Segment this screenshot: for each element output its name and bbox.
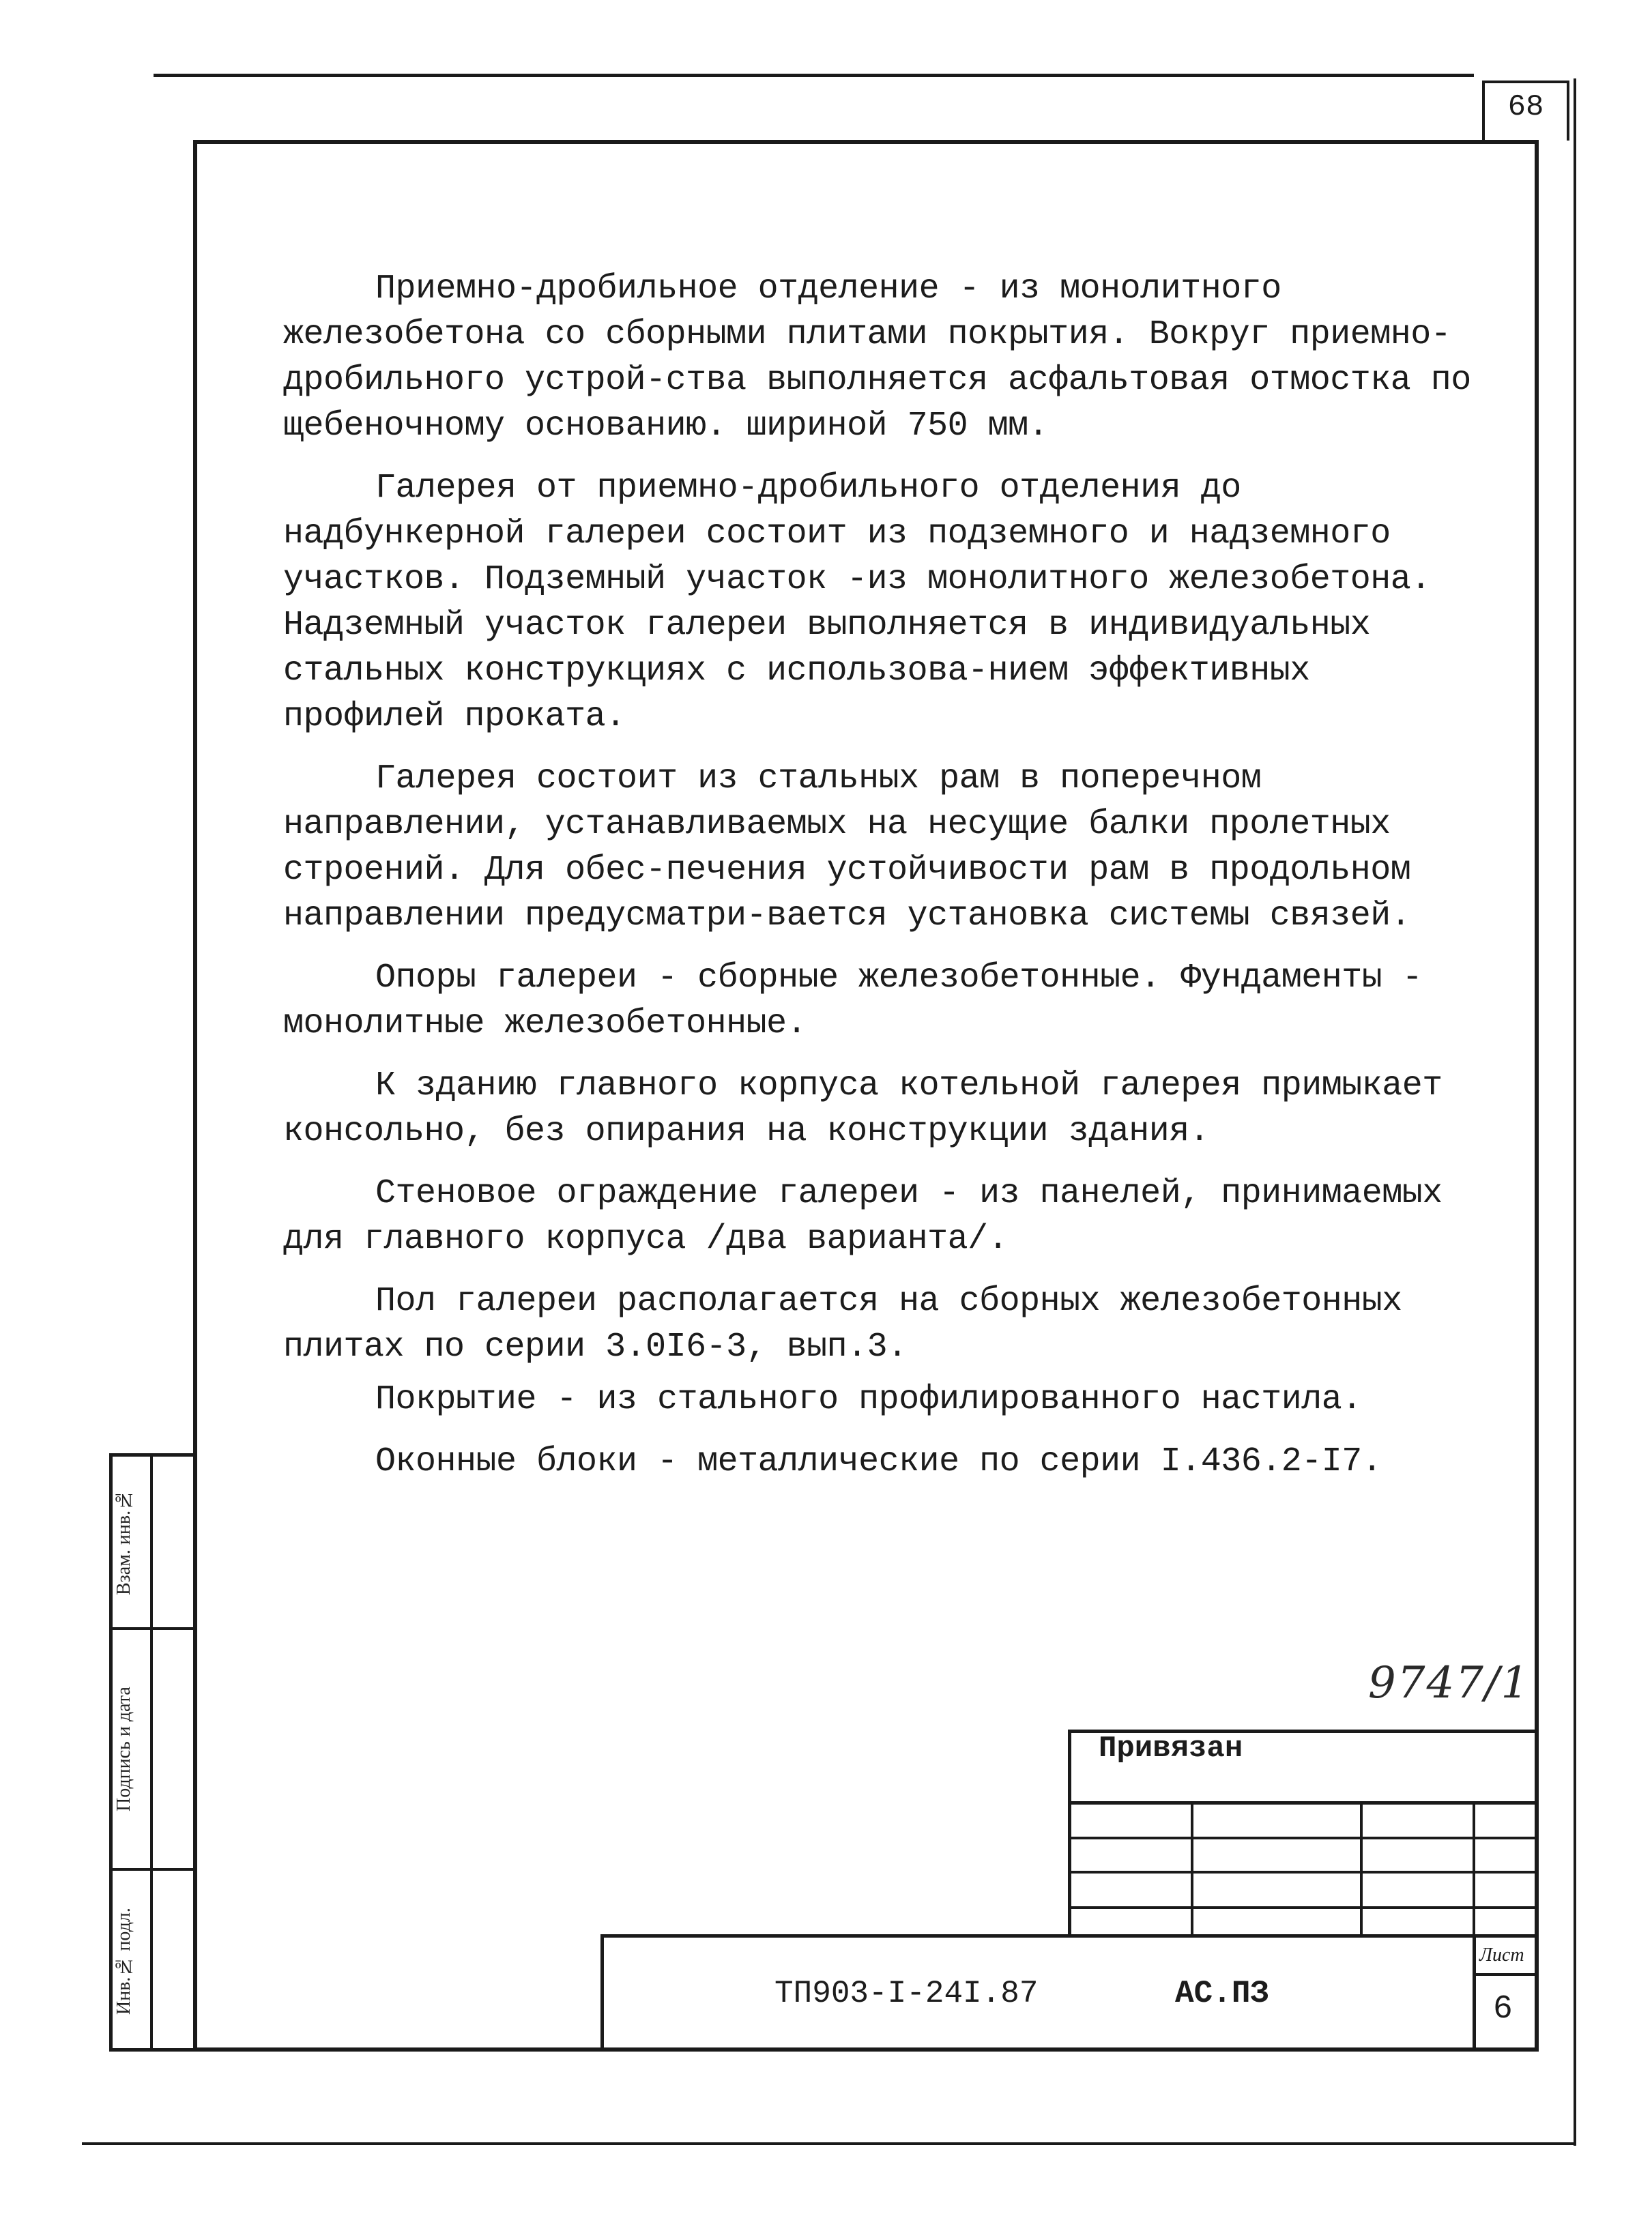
binding-row-line-4 [1068,1906,1539,1909]
paragraph-6: Стеновое ограждение галереи - из панелей, принимаемых для главного корпуса /два варианта/. [283,1174,1463,1259]
binding-col-line-2 [1360,1801,1363,1934]
original-inventory-label: Инв.№ подл. [113,1908,134,2015]
paragraph-2: Галерея от приемно-дробильного отделения до надбункерной галереи состоит из подземного и надземного участков. Подземный участок -из монолитного железобетона. Надземный участок галереи выполняется в индивидуальных стальных конструкциях с использова-нием эффективных профилей проката. [283,469,1451,736]
paragraph-5: К зданию главного корпуса котельной галерея примыкает консольно, без опирания на конструкции здания. [283,1066,1463,1151]
inventory-swap-label: Взам. инв.№ [113,1489,134,1595]
binding-col-line-1 [1191,1801,1193,1934]
handwritten-note: 9747/1 [1368,1658,1531,1708]
sheet-cell-divider [1473,1973,1539,1976]
paragraph-4: Опоры галереи - сборные железобетонные. Фундаменты - монолитные железобетонные. [283,959,1443,1043]
right-rule [1574,78,1576,2146]
bottom-rule [82,2142,1576,2145]
stamp-row-line-1 [109,1627,194,1630]
paragraph-7: Пол галереи располагается на сборных железобетонных плитах по серии 3.0I6-3, вып.3. [283,1282,1423,1367]
page-number-box [1482,81,1569,141]
binding-row-line-1 [1068,1801,1539,1805]
section-code: АС.ПЗ [1175,1976,1270,2011]
paragraph-8: Покрытие - из стального профилированного настила. [375,1380,1362,1419]
stamp-strip-divider [150,1453,153,2052]
binding-col-line-3 [1473,1801,1475,1934]
paragraph-3: Галерея состоит из стальных рам в поперечном направлении, устанавливаемых на несущие балки пролетных строений. Для обес-печения устойчивости рам в продольном направлении предусматри-вается установка системы связей. [283,759,1431,935]
binding-row-line-2 [1068,1837,1539,1839]
top-rule [154,74,1474,77]
binding-label: Привязан [1099,1732,1243,1766]
stamp-row-line-2 [109,1868,194,1871]
body-text [283,266,1492,1501]
sheet-cell-left [1473,1934,1476,2052]
paragraph-9: Оконные блоки - металлические по серии I.436.2-I7. [375,1442,1382,1481]
paragraph-1: Приемно-дробильное отделение - из монолитного железобетона со сборными плитами покрытия. Вокруг приемно-дробильного устрой-ства выполняется асфальтовая отмостка по щебеночному основанию. шириной 750 мм. [283,269,1492,446]
title-block [600,1934,1539,2052]
page-number: 68 [1507,90,1544,124]
signature-date-label: Подпись и дата [113,1687,134,1812]
document-code: ТП903-I-24I.87 [774,1976,1039,2011]
sheet-number: 6 [1493,1991,1513,2028]
sheet-label: Лист [1479,1944,1524,1966]
binding-row-line-3 [1068,1871,1539,1874]
